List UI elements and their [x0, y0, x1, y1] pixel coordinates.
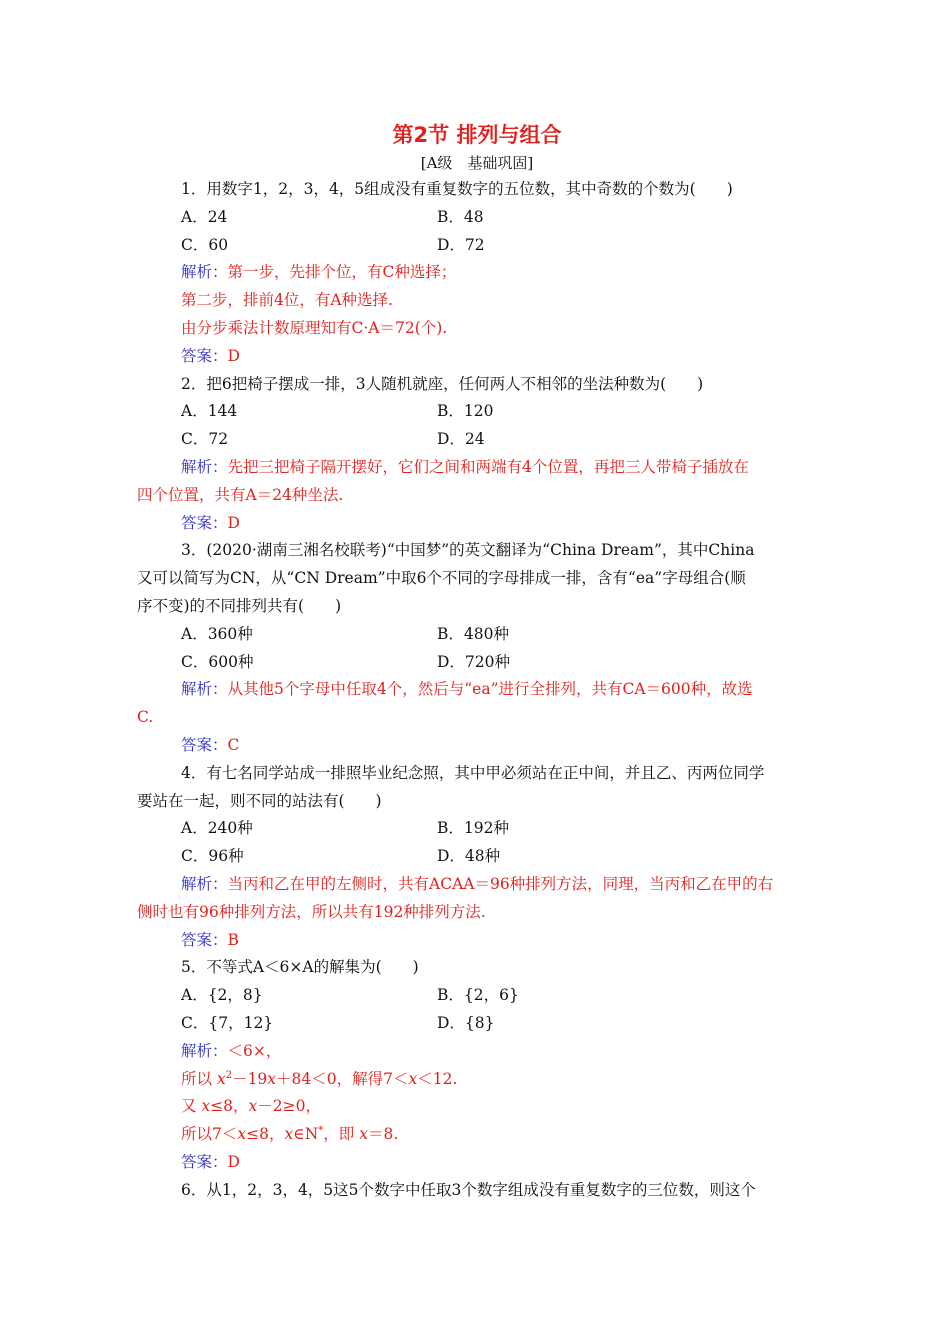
math-text: 又 [181, 1097, 202, 1116]
answer-label: 答案： [181, 513, 228, 532]
answer-label: 答案： [181, 1152, 228, 1171]
math-var: x [267, 1069, 277, 1088]
question-5-options [137, 982, 817, 1010]
option-a: A．240种 [181, 819, 253, 838]
question-5-stem: 5．不等式A＜6×A的解集为( ) [181, 958, 419, 977]
math-text: ∈N [293, 1125, 319, 1144]
analysis-text: 四个位置，共有A＝24种坐法. [137, 485, 344, 504]
question-3-stem: 3．(2020·湖南三湘名校联考)“中国梦”的英文翻译为“China Dream”，其中China [181, 541, 755, 560]
option-c: C．96种 [181, 847, 244, 866]
question-5-analysis [137, 1038, 817, 1066]
analysis-text: 先把三把椅子隔开摆好，它们之间和两端有4个位置，再把三人带椅子插放在 [227, 457, 749, 476]
analysis-label: 解析： [181, 680, 228, 699]
math-text: 所以 [181, 1069, 217, 1088]
question-3-analysis [137, 676, 817, 704]
question-3-stem-3: 序不变)的不同排列共有( ) [137, 596, 342, 615]
question-2-options-2 [137, 426, 817, 454]
question-4-options [137, 815, 817, 843]
analysis-text: 第二步，排前4位，有A种选择. [181, 291, 393, 310]
math-var: x [248, 1097, 258, 1116]
analysis-text [137, 1093, 817, 1121]
question-1-options [137, 204, 817, 232]
option-a: A．144 [181, 402, 238, 421]
option-d: D．{8} [437, 1013, 495, 1032]
analysis-text [137, 1121, 817, 1149]
document-page [137, 120, 817, 1204]
math-text: ＜12. [417, 1069, 458, 1088]
question-2-stem: 2．把6把椅子摆成一排，3人随机就座，任何两人不相邻的坐法种数为( ) [181, 374, 704, 393]
analysis-text: ＜6×， [227, 1041, 282, 1060]
analysis-label: 解析： [181, 263, 228, 282]
answer-value: C [227, 735, 240, 754]
question-1-options-2 [137, 232, 817, 260]
option-c: C．72 [181, 430, 229, 449]
question-5-options-2 [137, 1010, 817, 1038]
answer-value: D [227, 513, 240, 532]
question-3-stem-2: 又可以简写为CN，从“CN Dream”中取6个不同的字母排成一排，含有“ea”字母组合(顺 [137, 569, 746, 588]
analysis-text: 由分步乘法计数原理知有C·A＝72(个). [181, 318, 448, 337]
option-a: A．{2，8} [181, 986, 263, 1005]
option-b: B．192种 [437, 819, 509, 838]
question-2-answer [137, 510, 817, 538]
math-exponent: * [318, 1125, 324, 1137]
answer-value: D [227, 1152, 240, 1171]
analysis-text: C. [137, 708, 154, 727]
question-1-answer [137, 343, 817, 371]
question-4-stem: 4．有七名同学站成一排照毕业纪念照，其中甲必须站在正中间，并且乙、丙两位同学 [181, 763, 765, 782]
math-text: ≤8， [246, 1125, 285, 1144]
question-5-answer [137, 1149, 817, 1177]
question-6-stem: 6．从1，2，3，4，5这5个数字中任取3个数字组成没有重复数字的三位数，则这个 [181, 1180, 756, 1199]
math-text: ，即 [323, 1125, 360, 1144]
analysis-label: 解析： [181, 874, 228, 893]
section-level: [A级 基础巩固] [420, 154, 534, 172]
question-3-answer [137, 732, 817, 760]
math-var: x [359, 1125, 368, 1144]
math-text: －19 [232, 1069, 268, 1088]
question-3-options [137, 621, 817, 649]
analysis-text: 第一步，先排个位，有C种选择； [227, 263, 457, 282]
math-text: ≤8， [210, 1097, 249, 1116]
question-1-analysis [137, 259, 817, 287]
analysis-text: 从其他5个字母中任取4个，然后与“ea”进行全排列，共有CA＝600种，故选 [227, 680, 753, 699]
math-var: x [201, 1097, 211, 1116]
analysis-text [137, 1066, 817, 1094]
option-b: B．120 [437, 402, 494, 421]
question-4-stem-2: 要站在一起，则不同的站法有( ) [137, 791, 382, 810]
option-b: B．48 [437, 207, 484, 226]
option-b: B．{2，6} [437, 986, 519, 1005]
question-4-analysis [137, 871, 817, 899]
answer-label: 答案： [181, 930, 228, 949]
option-c: C．60 [181, 235, 229, 254]
analysis-label: 解析： [181, 457, 228, 476]
question-4-options-2 [137, 843, 817, 871]
option-c: C．{7，12} [181, 1013, 274, 1032]
option-a: A．360种 [181, 624, 253, 643]
question-2-options [137, 398, 817, 426]
answer-value: D [227, 346, 240, 365]
answer-value: B [227, 930, 239, 949]
option-d: D．720种 [437, 652, 511, 671]
question-1-stem: 1．用数字1，2，3，4，5组成没有重复数字的五位数，其中奇数的个数为( ) [181, 180, 733, 198]
analysis-label: 解析： [181, 1041, 228, 1060]
page-title: 第2节 排列与组合 [392, 123, 562, 147]
analysis-text: 侧时也有96种排列方法，所以共有192种排列方法. [137, 902, 486, 921]
option-d: D．72 [437, 235, 485, 254]
answer-label: 答案： [181, 735, 228, 754]
option-a: A．24 [181, 207, 228, 226]
math-text: ＋84＜0，解得7＜ [276, 1069, 409, 1088]
math-text: ＝8. [367, 1125, 399, 1144]
question-3-options-2 [137, 649, 817, 677]
question-4-answer [137, 927, 817, 955]
answer-label: 答案： [181, 346, 228, 365]
math-var: x [216, 1069, 226, 1088]
math-text: －2≥0， [257, 1097, 322, 1116]
math-var: x [408, 1069, 418, 1088]
analysis-text: 当丙和乙在甲的左侧时，共有ACAA＝96种排列方法，同理，当丙和乙在甲的右 [227, 874, 774, 893]
option-c: C．600种 [181, 652, 254, 671]
option-d: D．48种 [437, 847, 501, 866]
question-2-analysis [137, 454, 817, 482]
math-exponent: 2 [225, 1069, 233, 1081]
math-text: 所以7＜ [181, 1125, 238, 1144]
math-var: x [284, 1125, 294, 1144]
option-d: D．24 [437, 430, 485, 449]
math-var: x [237, 1125, 247, 1144]
option-b: B．480种 [437, 624, 509, 643]
